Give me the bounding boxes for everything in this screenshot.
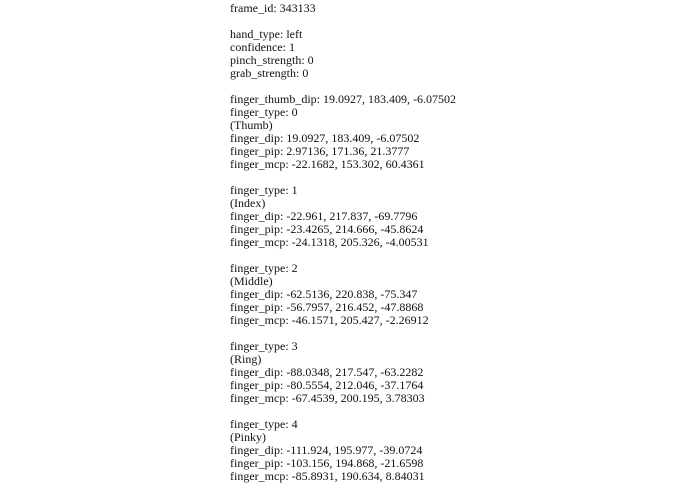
finger-pip-text: finger_pip: -23.4265, 214.666, -45.8624 — [230, 222, 424, 236]
finger-type-text: finger_type: 1 — [230, 183, 298, 197]
finger-name-text: (Index) — [230, 196, 266, 210]
finger-dip-text: finger_dip: -22.961, 217.837, -69.7796 — [230, 209, 418, 223]
finger-dip-text: finger_dip: -88.0348, 217.547, -63.2282 — [230, 365, 424, 379]
finger-mcp-text: finger_mcp: -85.8931, 190.634, 8.84031 — [230, 469, 425, 483]
finger-type-text: finger_type: 3 — [230, 339, 298, 353]
hand-tracking-readout — [230, 2, 690, 483]
finger-dip-text: finger_dip: -111.924, 195.977, -39.0724 — [230, 443, 423, 457]
grab-strength-text: grab_strength: 0 — [230, 66, 309, 80]
finger-mcp-text: finger_mcp: -22.1682, 153.302, 60.4361 — [230, 157, 425, 171]
finger-pip-text: finger_pip: -80.5554, 212.046, -37.1764 — [230, 378, 424, 392]
pinky-block — [230, 418, 690, 483]
confidence-text: confidence: 1 — [230, 40, 295, 54]
ring-block — [230, 340, 690, 405]
index-block — [230, 184, 690, 249]
finger-name-text: (Pinky) — [230, 430, 266, 444]
finger-type-text: finger_type: 4 — [230, 417, 298, 431]
finger-pip-text: finger_pip: -103.156, 194.868, -21.6598 — [230, 456, 424, 470]
thumb-block — [230, 93, 690, 171]
finger-name-text: (Thumb) — [230, 118, 273, 132]
finger-thumb-dip-text: finger_thumb_dip: 19.0927, 183.409, -6.07502 — [230, 92, 456, 106]
finger-dip-text: finger_dip: 19.0927, 183.409, -6.07502 — [230, 131, 420, 145]
finger-dip-text: finger_dip: -62.5136, 220.838, -75.347 — [230, 287, 418, 301]
finger-pip-text: finger_pip: -56.7957, 216.452, -47.8868 — [230, 300, 424, 314]
finger-mcp-text: finger_mcp: -46.1571, 205.427, -2.26912 — [230, 313, 429, 327]
finger-name-text: (Middle) — [230, 274, 273, 288]
finger-name-text: (Ring) — [230, 352, 262, 366]
pinch-strength-text: pinch_strength: 0 — [230, 53, 314, 67]
hand-type-text: hand_type: left — [230, 27, 303, 41]
finger-type-text: finger_type: 2 — [230, 261, 298, 275]
frame-block — [230, 2, 690, 15]
hand-block — [230, 28, 690, 80]
finger-mcp-text: finger_mcp: -67.4539, 200.195, 3.78303 — [230, 391, 425, 405]
finger-type-text: finger_type: 0 — [230, 105, 298, 119]
finger-pip-text: finger_pip: 2.97136, 171.36, 21.3777 — [230, 144, 410, 158]
middle-block — [230, 262, 690, 327]
frame-id-text: frame_id: 343133 — [230, 1, 316, 15]
finger-mcp-text: finger_mcp: -24.1318, 205.326, -4.00531 — [230, 235, 429, 249]
